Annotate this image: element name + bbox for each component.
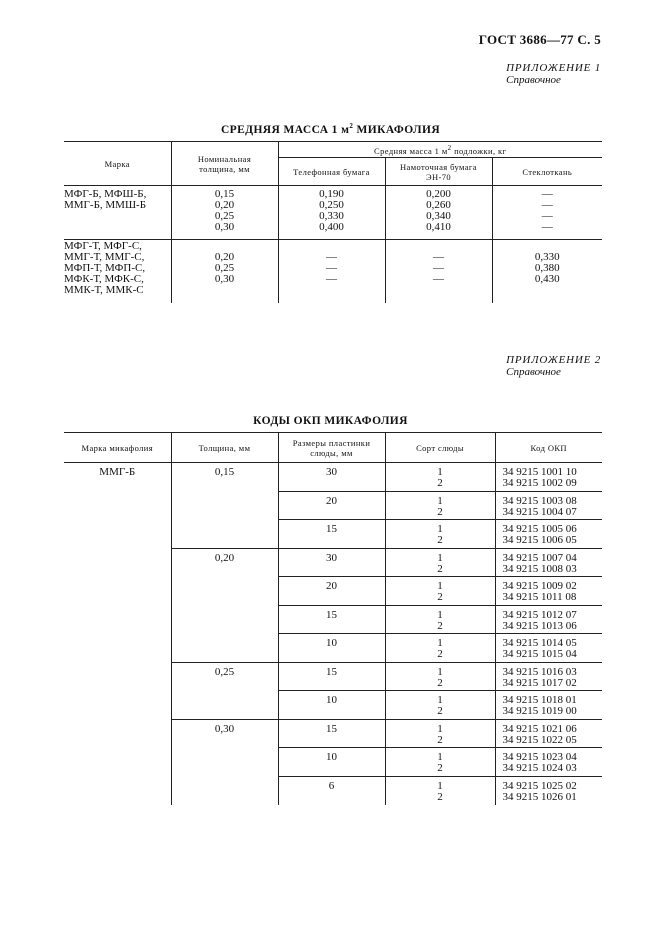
okp-code-cell <box>495 662 602 691</box>
mark-text: ММГ-Б, ММШ-Б <box>64 199 147 211</box>
sort-cell <box>385 634 495 663</box>
sort-value: 1 <box>437 523 443 535</box>
sort-value: 1 <box>437 551 443 564</box>
thickness-cell: 0,25 <box>171 662 278 719</box>
okp-table-body <box>64 463 602 805</box>
value: 0,250 <box>319 199 344 211</box>
okp-code: 34 9215 1011 08 <box>502 591 577 603</box>
okp-code: 34 9215 1003 08 <box>502 494 577 507</box>
value: 0,30 <box>214 221 235 233</box>
okp-code: 34 9215 1013 06 <box>502 619 577 632</box>
col-mica-sort: Сорт слюды <box>385 433 495 463</box>
okp-code: 34 9215 1025 02 <box>502 779 577 792</box>
okp-code: 34 9215 1022 05 <box>502 733 577 746</box>
value: 0,20 <box>214 251 235 263</box>
okp-code: 34 9215 1024 03 <box>502 762 577 774</box>
col-group-text: Средняя масса 1 м <box>374 145 448 156</box>
okp-code-cell <box>495 548 602 577</box>
sort-cell <box>385 719 495 748</box>
thickness-cell: 0,15 <box>171 463 278 549</box>
sort-value: 1 <box>437 665 443 678</box>
okp-code: 34 9215 1012 07 <box>502 608 577 621</box>
okp-code-cell <box>495 748 602 777</box>
sort-value: 1 <box>437 494 443 507</box>
table-1-title-end: МИКАФОЛИЯ <box>353 123 441 136</box>
col-thickness-text: Номинальная толщина, мм <box>197 153 252 174</box>
value: — <box>326 273 337 285</box>
value: — <box>541 188 553 200</box>
okp-code: 34 9215 1019 00 <box>502 705 577 717</box>
sort-value: 1 <box>437 466 443 478</box>
plate-size-cell: 15 <box>278 662 385 691</box>
col-winding-paper-1: Намоточная бумага <box>400 161 477 172</box>
okp-code: 34 9215 1002 09 <box>502 477 577 489</box>
sort-cell <box>385 577 495 606</box>
okp-codes-table <box>64 432 602 805</box>
sort-value: 1 <box>437 751 443 763</box>
appendix-1-label <box>506 62 601 86</box>
okp-code: 34 9215 1016 03 <box>502 665 577 678</box>
mark-cell <box>64 239 171 303</box>
sort-cell <box>385 491 495 520</box>
col-group <box>278 142 602 158</box>
plate-size-cell: 15 <box>278 520 385 549</box>
okp-code: 34 9215 1015 04 <box>502 648 577 660</box>
okp-code: 34 9215 1017 02 <box>502 676 577 689</box>
plate-size-cell: 10 <box>278 634 385 663</box>
sort-value: 2 <box>437 534 443 546</box>
value: — <box>541 221 553 233</box>
mark-text: МФГ-Б, МФШ-Б, <box>64 188 147 200</box>
value: 0,25 <box>214 262 235 274</box>
sort-cell <box>385 691 495 720</box>
okp-code: 34 9215 1023 04 <box>502 751 577 763</box>
mark-cell <box>64 186 171 240</box>
sort-value: 1 <box>437 779 443 792</box>
thickness-cell <box>171 239 278 303</box>
value: — <box>326 262 337 274</box>
mark-text: МФП-Т, МФП-С, <box>64 262 146 274</box>
okp-code: 34 9215 1014 05 <box>502 637 577 649</box>
page-header: ГОСТ 3686—77 С. 5 <box>478 32 601 47</box>
sort-cell <box>385 463 495 492</box>
okp-code-cell <box>495 520 602 549</box>
plate-size-cell: 6 <box>278 776 385 805</box>
plate-size-cell: 30 <box>278 463 385 492</box>
thickness-cell <box>171 186 278 240</box>
sort-value: 2 <box>437 591 443 603</box>
okp-code: 34 9215 1021 06 <box>502 722 577 735</box>
value: 0,330 <box>534 251 560 263</box>
mass-table <box>64 141 602 303</box>
okp-code: 34 9215 1004 07 <box>502 505 577 518</box>
okp-code: 34 9215 1018 01 <box>502 694 577 706</box>
sort-value: 1 <box>437 608 443 621</box>
col-plate-size-text: Размеры пластинки слюды, мм <box>292 437 371 458</box>
mark-cell: ММГ-Б <box>99 466 136 478</box>
table-row <box>64 463 602 492</box>
thickness-cell: 0,30 <box>171 719 278 805</box>
sort-value: 2 <box>437 562 443 575</box>
value: 0,410 <box>426 221 451 233</box>
sort-value: 1 <box>437 580 443 592</box>
value: 0,200 <box>426 188 451 200</box>
sort-value: 1 <box>437 694 443 706</box>
okp-code-cell <box>495 719 602 748</box>
col-thickness: Толщина, мм <box>171 433 278 463</box>
col-telephone-paper: Телефонная бумага <box>278 158 385 186</box>
okp-code: 34 9215 1026 01 <box>502 790 577 803</box>
sort-value: 2 <box>437 505 443 518</box>
mark-text: ММК-Т, ММК-С <box>64 284 144 296</box>
okp-code: 34 9215 1005 06 <box>502 523 577 535</box>
plate-size-cell: 10 <box>278 691 385 720</box>
okp-code-cell <box>495 634 602 663</box>
value: — <box>326 251 337 263</box>
value: 0,260 <box>426 199 451 211</box>
plate-size-cell: 10 <box>278 748 385 777</box>
appendix-1-title: ПРИЛОЖЕНИЕ 1 <box>506 62 601 74</box>
value: 0,430 <box>534 273 560 285</box>
col-group-sup: 2 <box>447 144 452 153</box>
okp-code: 34 9215 1001 10 <box>502 466 577 478</box>
plate-size-cell: 20 <box>278 577 385 606</box>
mark-text: МФГ-Т, МФГ-С, <box>64 240 142 252</box>
value: — <box>433 262 444 274</box>
sort-cell <box>385 605 495 634</box>
col-winding-paper <box>385 158 492 186</box>
value: — <box>433 251 444 263</box>
value: 0,20 <box>214 199 235 211</box>
okp-code-cell <box>495 463 602 492</box>
value: 0,340 <box>426 210 451 222</box>
col-plate-size <box>278 433 385 463</box>
col-mica-mark: Марка микафолия <box>64 433 171 463</box>
appendix-2-subtitle: Справочное <box>506 366 561 378</box>
value: — <box>541 210 553 222</box>
mark-text: МФК-Т, МФК-С, <box>64 273 144 285</box>
okp-code: 34 9215 1007 04 <box>502 551 577 564</box>
col-mark: Марка <box>64 142 171 186</box>
col-okp-code: Код ОКП <box>495 433 602 463</box>
nam-cell <box>385 239 492 303</box>
nam-cell <box>385 186 492 240</box>
sort-value: 2 <box>437 676 443 689</box>
tel-cell <box>278 239 385 303</box>
glass-cell <box>492 239 602 303</box>
col-thickness <box>171 142 278 186</box>
value: 0,330 <box>319 210 344 222</box>
sort-value: 2 <box>437 619 443 632</box>
table-1-title-sup: 2 <box>349 122 354 130</box>
table-row <box>64 186 602 240</box>
value: 0,15 <box>214 188 235 200</box>
okp-code: 34 9215 1008 03 <box>502 562 577 575</box>
sort-value: 2 <box>437 648 443 660</box>
table-1-title <box>0 122 661 136</box>
value: 0,380 <box>534 262 560 274</box>
okp-code-cell <box>495 605 602 634</box>
group-divider <box>64 239 602 240</box>
value: 0,190 <box>319 188 344 200</box>
okp-code: 34 9215 1009 02 <box>502 580 577 592</box>
value: — <box>433 273 444 285</box>
sort-cell <box>385 748 495 777</box>
thickness-cell: 0,20 <box>171 548 278 662</box>
plate-size-cell: 30 <box>278 548 385 577</box>
value: 0,30 <box>214 273 235 285</box>
col-glass-cloth: Стеклоткань <box>492 158 602 186</box>
appendix-2-label <box>506 354 601 378</box>
okp-code-cell <box>495 776 602 805</box>
sort-value: 2 <box>437 733 443 746</box>
sort-value: 2 <box>437 705 443 717</box>
okp-code-cell <box>495 491 602 520</box>
sort-value: 2 <box>437 762 443 774</box>
appendix-1-subtitle: Справочное <box>506 74 561 86</box>
plate-size-cell: 15 <box>278 605 385 634</box>
table-2-title: КОДЫ ОКП МИКАФОЛИЯ <box>253 415 408 427</box>
plate-size-cell: 20 <box>278 491 385 520</box>
mark-text: ММГ-Т, ММГ-С, <box>64 251 145 263</box>
okp-code-cell <box>495 691 602 720</box>
value: — <box>541 199 553 211</box>
tel-cell <box>278 186 385 240</box>
sort-value: 2 <box>437 790 443 803</box>
col-group-end: подложки, кг <box>451 145 507 156</box>
value: 0,400 <box>319 221 344 233</box>
glass-cell <box>492 186 602 240</box>
table-1-title-text: СРЕДНЯЯ МАССА 1 м <box>220 123 350 136</box>
okp-code: 34 9215 1006 05 <box>502 534 577 546</box>
col-winding-paper-2: ЭН-70 <box>425 171 452 182</box>
plate-size-cell: 15 <box>278 719 385 748</box>
table-row <box>64 239 602 303</box>
sort-value: 1 <box>437 637 443 649</box>
sort-value: 2 <box>437 477 443 489</box>
appendix-2-title: ПРИЛОЖЕНИЕ 2 <box>506 354 601 366</box>
okp-code-cell <box>495 577 602 606</box>
sort-cell <box>385 548 495 577</box>
sort-cell <box>385 776 495 805</box>
sort-value: 1 <box>437 722 443 735</box>
sort-cell <box>385 662 495 691</box>
sort-cell <box>385 520 495 549</box>
value: 0,25 <box>214 210 235 222</box>
